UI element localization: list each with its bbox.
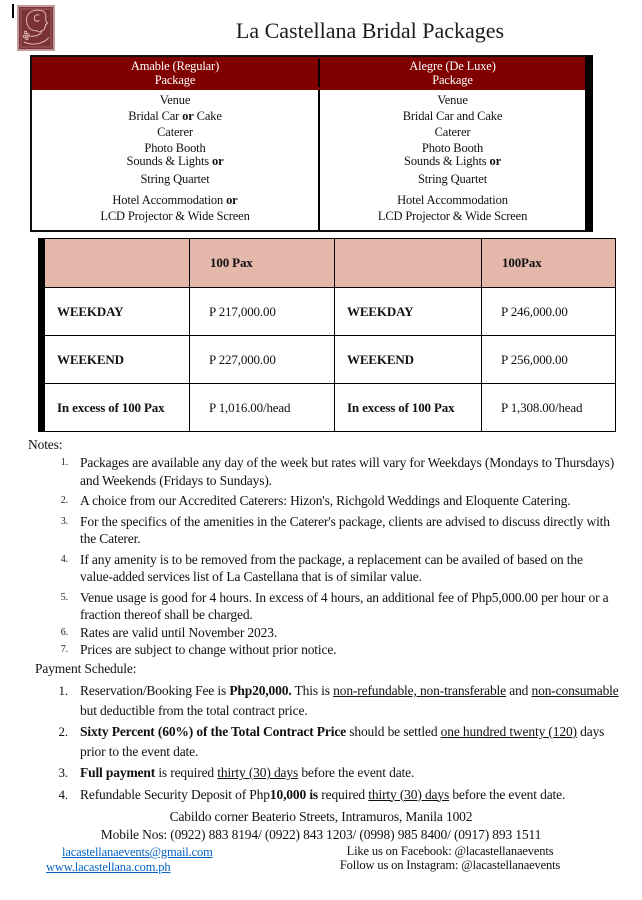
- package-item: LCD Projector & Wide Screen: [377, 209, 528, 223]
- note-item: [0, 513, 642, 548]
- package-item: Hotel Accommodation or: [112, 193, 238, 207]
- payment-item: [0, 785, 642, 805]
- package-item: Venue: [159, 93, 191, 107]
- excess-label: In excess of 100 Pax: [42, 384, 190, 432]
- instagram-line: Follow us on Instagram: @lacastellanaevents: [339, 858, 561, 872]
- alegre-header-line2: Package: [432, 73, 473, 87]
- payment-number: 3.: [58, 765, 68, 780]
- package-item: Caterer: [157, 125, 193, 139]
- package-item: Sounds & Lights or: [126, 154, 224, 168]
- website-link[interactable]: www.lacastellana.com.ph: [46, 860, 171, 874]
- note-number: 3.: [60, 515, 68, 527]
- payment-item: [0, 722, 642, 761]
- weekday-price-alegre: P 246,000.00: [482, 288, 616, 336]
- notes-section: [0, 436, 642, 659]
- package-item: Photo Booth: [144, 141, 206, 155]
- package-item: String Quartet: [140, 172, 210, 186]
- package-item: Caterer: [434, 125, 471, 139]
- package-item: Bridal Car or Cake: [128, 109, 222, 123]
- pricing-header-blank: [335, 239, 482, 288]
- note-item: [0, 492, 642, 510]
- footer-address: Cabildo corner Beaterio Streets, Intramuros, Manila 1002: [169, 809, 473, 824]
- excess-price-alegre: P 1,308.00/head: [482, 384, 616, 432]
- payment-number: 4.: [58, 786, 68, 802]
- la-castellana-logo: [17, 5, 55, 51]
- alegre-package-items: [318, 90, 585, 230]
- payment-number: 1.: [58, 683, 68, 698]
- payment-item: [0, 681, 642, 720]
- weekend-price-amable: P 227,000.00: [190, 336, 335, 384]
- package-item: Sounds & Lights or: [404, 154, 501, 168]
- note-text: Packages are available any day of the week but rates will vary for Weekdays (Mondays to Thursdays) and Weekends (Fridays to Sundays).: [80, 455, 615, 488]
- weekend-price-alegre: P 256,000.00: [482, 336, 616, 384]
- alegre-header-line1: Alegre (De Luxe): [409, 59, 496, 73]
- pricing-row-weekday: [42, 288, 616, 336]
- pricing-header-100pax-amable: 100 Pax: [190, 239, 335, 288]
- packages-table-header: [32, 57, 585, 90]
- payment-schedule-section: [0, 660, 642, 806]
- amable-header-line2: Package: [154, 73, 196, 87]
- amable-package-items: [32, 90, 318, 230]
- notes-heading: Notes:: [28, 437, 63, 452]
- footer-mobile-numbers: Mobile Nos: (0922) 883 8194/ (0922) 843 1203/ (0998) 985 8400/ (0917) 893 1511: [100, 827, 542, 842]
- note-number: 6.: [60, 626, 68, 638]
- note-text: Prices are subject to change without prior notice.: [80, 642, 337, 657]
- pricing-table: [38, 238, 616, 432]
- note-text: For the specifics of the amenities in the Caterer's package, clients are advised to discuss directly with the Caterer.: [80, 513, 610, 546]
- excess-label: In excess of 100 Pax: [335, 384, 482, 432]
- weekday-label: WEEKDAY: [42, 288, 190, 336]
- text-cursor-mark: [12, 4, 14, 18]
- note-number: 5.: [60, 591, 68, 603]
- excess-price-amable: P 1,016.00/head: [190, 384, 335, 432]
- facebook-line: Like us on Facebook: @lacastellanaevents: [346, 844, 554, 858]
- footer-links: [46, 845, 246, 874]
- payment-text: Refundable Security Deposit of Php10,000 is required thirty (30) days before the event date.: [80, 786, 566, 802]
- weekday-label: WEEKDAY: [335, 288, 482, 336]
- packages-table-body: [32, 90, 585, 230]
- payment-heading: Payment Schedule:: [35, 661, 137, 676]
- note-number: 7.: [60, 644, 68, 655]
- note-number: 2.: [60, 495, 68, 506]
- package-item: String Quartet: [417, 172, 488, 186]
- pricing-row-excess: [42, 384, 616, 432]
- pricing-header-row: [42, 239, 616, 288]
- package-item: Hotel Accommodation: [397, 193, 508, 207]
- payment-text: Reservation/Booking Fee is Php20,000. This is non-refundable, non-transferable and non-consumable but deductible from the total contract price.: [80, 683, 619, 718]
- weekend-label: WEEKEND: [42, 336, 190, 384]
- footer-social: [305, 844, 595, 872]
- note-text: If any amenity is to be removed from the package, a replacement can be availed of based on the value-added services list of La Castellana that is of similar value.: [80, 551, 583, 584]
- weekend-label: WEEKEND: [335, 336, 482, 384]
- note-text: Venue usage is good for 4 hours. In excess of 4 hours, an additional fee of Php5,000.00 per hour or a fraction thereof shall be charged.: [80, 589, 609, 622]
- package-item: Venue: [437, 93, 468, 107]
- packages-table: [30, 55, 593, 232]
- package-item: LCD Projector & Wide Screen: [100, 209, 250, 223]
- note-item: [0, 589, 642, 624]
- package-item: Bridal Car and Cake: [402, 109, 503, 123]
- payment-number: 2.: [58, 724, 68, 739]
- note-text: Rates are valid until November 2023.: [80, 624, 278, 640]
- note-text: A choice from our Accredited Caterers: Hizon's, Richgold Weddings and Eloquente Catering.: [80, 493, 571, 508]
- alegre-package-header: [318, 59, 585, 87]
- amable-package-header: [32, 59, 318, 87]
- pricing-row-weekend: [42, 336, 616, 384]
- payment-item: [0, 763, 642, 783]
- note-number: 4.: [60, 553, 68, 565]
- note-item: [0, 624, 642, 642]
- pricing-header-100pax-alegre: 100Pax: [482, 239, 616, 288]
- note-item: [0, 551, 642, 586]
- note-number: 1.: [60, 457, 68, 468]
- note-item: [0, 641, 642, 659]
- payment-text: Full payment is required thirty (30) days before the event date.: [80, 765, 415, 780]
- pricing-header-blank: [42, 239, 190, 288]
- email-link[interactable]: lacastellanaevents@gmail.com: [62, 845, 213, 859]
- page-title: La Castellana Bridal Packages: [235, 18, 505, 43]
- note-item: [0, 454, 642, 489]
- amable-header-line1: Amable (Regular): [130, 59, 220, 73]
- weekday-price-amable: P 217,000.00: [190, 288, 335, 336]
- package-item: Photo Booth: [421, 141, 484, 155]
- payment-text: Sixty Percent (60%) of the Total Contract Price should be settled one hundred twenty (120) days prior to the event date.: [80, 724, 605, 759]
